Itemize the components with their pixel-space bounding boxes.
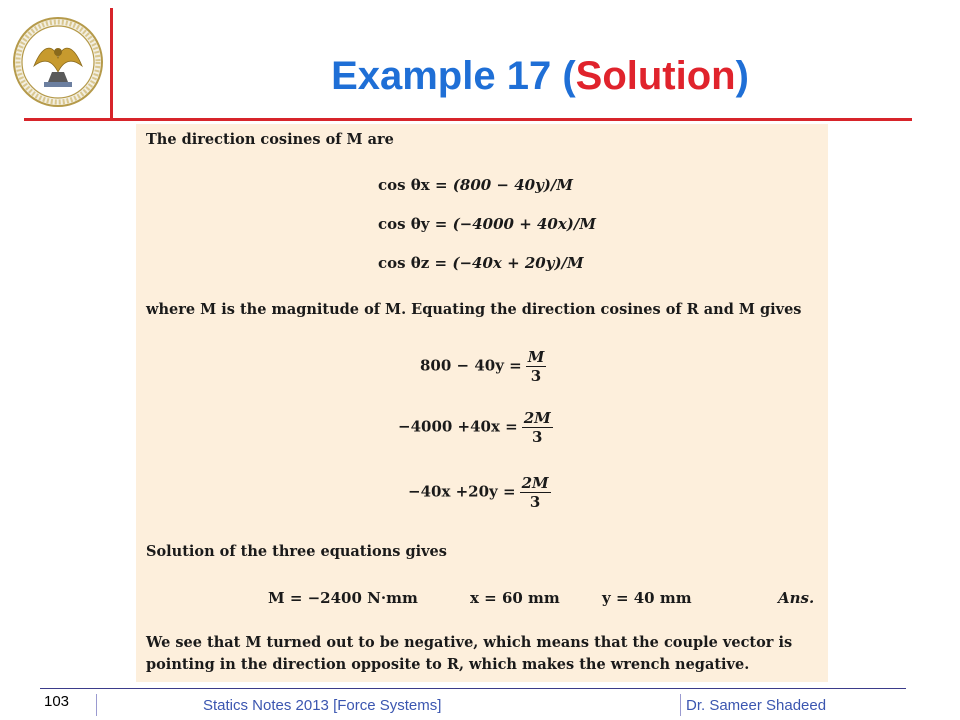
page-number: 103 xyxy=(44,693,70,710)
cos-theta-z-equation: cos θz = (−40x + 20y)/M xyxy=(378,254,584,272)
cos-theta-x-equation: cos θx = (800 − 40y)/M xyxy=(378,176,573,194)
cos-theta-y-equation: cos θy = (−4000 + 40x)/M xyxy=(378,215,596,233)
slide-title: Example 17 (Solution) xyxy=(331,54,749,98)
result-y: y = 40 mm xyxy=(602,589,692,607)
conclusion-line-2: pointing in the direction opposite to R, which makes the wrench negative. xyxy=(146,656,750,673)
footer-separator xyxy=(680,694,681,716)
result-x: x = 60 mm xyxy=(470,589,560,607)
result-ans-label: Ans. xyxy=(778,589,815,607)
footer-author: Dr. Sameer Shadeed xyxy=(686,697,827,714)
solution-intro-text: Solution of the three equations gives xyxy=(146,543,447,560)
footer-rule xyxy=(40,688,906,689)
footer-separator xyxy=(96,694,97,716)
header-vertical-rule xyxy=(110,8,113,119)
conclusion-line-1: We see that M turned out to be negative, which means that the couple vector is xyxy=(146,634,793,651)
where-text: where M is the magnitude of M. Equating the direction cosines of R and M gives xyxy=(146,301,802,318)
equation-1: 800 − 40y = $\frac{M}{3}$ xyxy=(420,348,545,385)
university-seal-logo xyxy=(12,16,104,108)
header-horizontal-rule xyxy=(24,118,912,121)
equation-3: −40x +20y = $\frac{2M}{3}$ xyxy=(408,474,549,511)
equation-2: −4000 +40x = $\frac{2M}{3}$ xyxy=(398,409,551,446)
intro-text: The direction cosines of M are xyxy=(146,131,394,148)
slide-title-solution: Solution xyxy=(575,54,736,98)
result-M: M = −2400 N·mm xyxy=(268,589,418,607)
footer-course-title: Statics Notes 2013 [Force Systems] xyxy=(203,697,442,714)
solution-panel xyxy=(136,124,828,682)
